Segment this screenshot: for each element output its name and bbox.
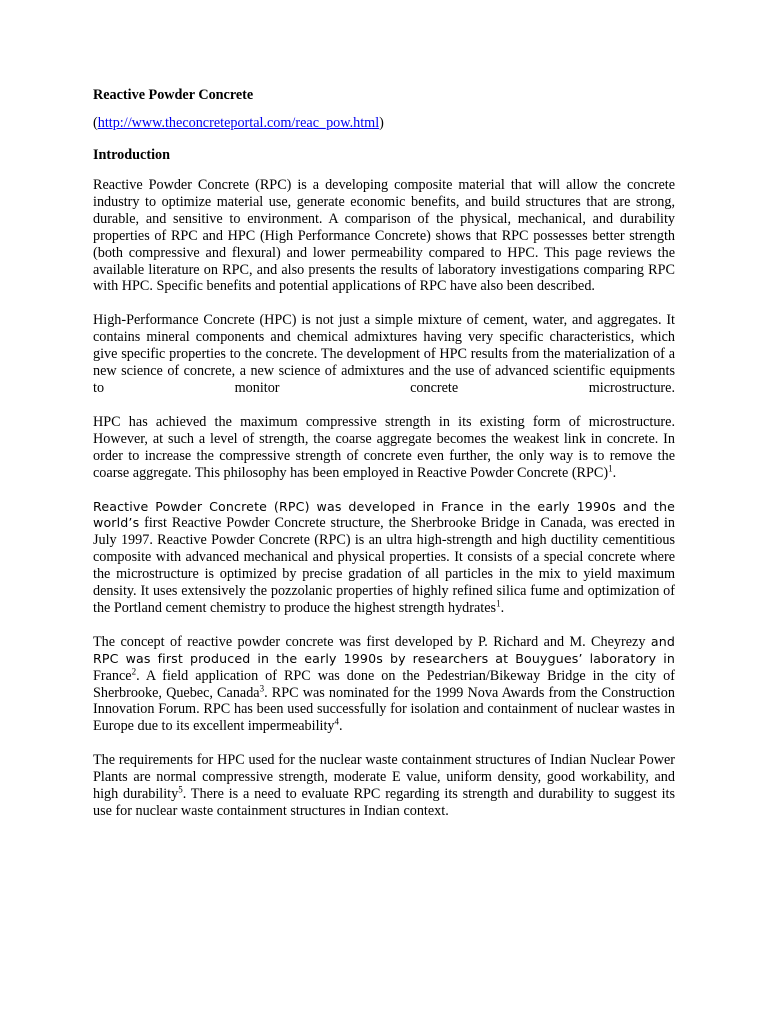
- paragraph-1: Reactive Powder Concrete (RPC) is a developing composite material that will allow the concrete industry to optimize material use, generate economic benefits, and build structures that are strong, durable, and sensitive to environment. A comparison of the physical, mechanical, and durability properties of RPC and HPC (High Performance Concrete) shows that RPC possesses better strength (both compressive and flexural) and lower permeability compared to HPC. This page reviews the available literature on RPC, and also presents the results of laboratory investigations comparing RPC with HPC. Specific benefits and potential applications of RPC have also been described.: [93, 177, 675, 295]
- paragraph-3-end: .: [612, 464, 617, 481]
- footnote-ref: 4: [334, 716, 340, 727]
- paragraph-6-text-a: The requirements for HPC used for the nuclear waste containment structures of Indian Nuclear Power Plants are normal compressive strength, moderate E value, uniform density, good workability, and high durability: [93, 752, 675, 803]
- source-link[interactable]: http://www.theconcreteportal.com/reac_pow.html: [97, 115, 380, 131]
- paragraph-5-text-b: France: [93, 667, 132, 684]
- paragraph-5: [93, 634, 675, 735]
- paragraph-5-text-d: . RPC was nominated for the 1999 Nova Awards from the Construction Innovation Forum. RPC has been used successfully for isolation and containment of nuclear wastes in Europe due to its excellent impermeability: [93, 684, 675, 735]
- paragraph-5-text-a: The concept of reactive powder concrete was first developed by P. Richard and M. Cheyrezy: [93, 633, 651, 650]
- paragraph-5-text-c: . A field application of RPC was done on the Pedestrian/Bikeway Bridge in the city of Sherbrooke, Quebec, Canada: [93, 667, 675, 701]
- paragraph-4: [93, 499, 675, 617]
- paragraph-6-text-b: . There is a need to evaluate RPC regarding its strength and durability to suggest its use for nuclear waste containment structures in Indian context.: [93, 786, 675, 819]
- paragraph-2: High-Performance Concrete (HPC) is not just a simple mixture of cement, water, and aggregates. It contains mineral components and chemical admixtures having very specific characteristics, which give specific properties to the concrete. The development of HPC results from the materialization of a new science of concrete, a new science of admixtures and the use of advanced scientific equipments to monitor concrete microstructure.: [93, 312, 675, 396]
- source-line: [93, 114, 675, 132]
- paragraph-4-text: first Reactive Powder Concrete structure, the Sherbrooke Bridge in Canada, was erected in July 1997. Reactive Powder Concrete (RPC) is an ultra high-strength and high ductility cementitious composite with advanced mechanical and physical properties. It consists of a special concrete where the microstructure is optimized by precise gradation of all particles in the mix to yield maximum density. It uses extensively the pozzolanic properties of highly refined silica fume and optimization of the Portland cement chemistry to produce the highest strength hydrates: [93, 515, 675, 616]
- introduction-heading: Introduction: [93, 147, 170, 163]
- footnote-ref: 1: [496, 598, 501, 609]
- paragraph-5-end: .: [339, 718, 343, 735]
- footnote-ref: 2: [131, 665, 137, 676]
- paragraph-3: [93, 414, 675, 482]
- paragraph-3-text: HPC has achieved the maximum compressive strength in its existing form of microstructure. However, at such a level of strength, the coarse aggregate becomes the weakest link in concrete. In order to increase the compressive strength of concrete even further, the only way is to remove the coarse aggregate. This philosophy has been employed in Reactive Powder Concrete (RPC): [93, 413, 675, 481]
- paragraph-4-first-line: Reactive Powder Concrete (RPC) was developed in France in the early 1990s and the world’s: [93, 498, 675, 531]
- paragraph-4-end: .: [500, 599, 505, 616]
- footnote-ref: 3: [259, 682, 265, 693]
- footnote-ref: 5: [178, 784, 183, 795]
- paragraph-6: [93, 752, 675, 820]
- source-close-paren: ): [379, 115, 384, 131]
- footnote-ref: 1: [608, 462, 613, 473]
- document-title: Reactive Powder Concrete: [93, 87, 254, 103]
- source-open-paren: (: [93, 115, 98, 131]
- paragraph-5-sans-line: and RPC was first produced in the early 1990s by researchers at Bouygues’ laboratory in: [93, 633, 675, 666]
